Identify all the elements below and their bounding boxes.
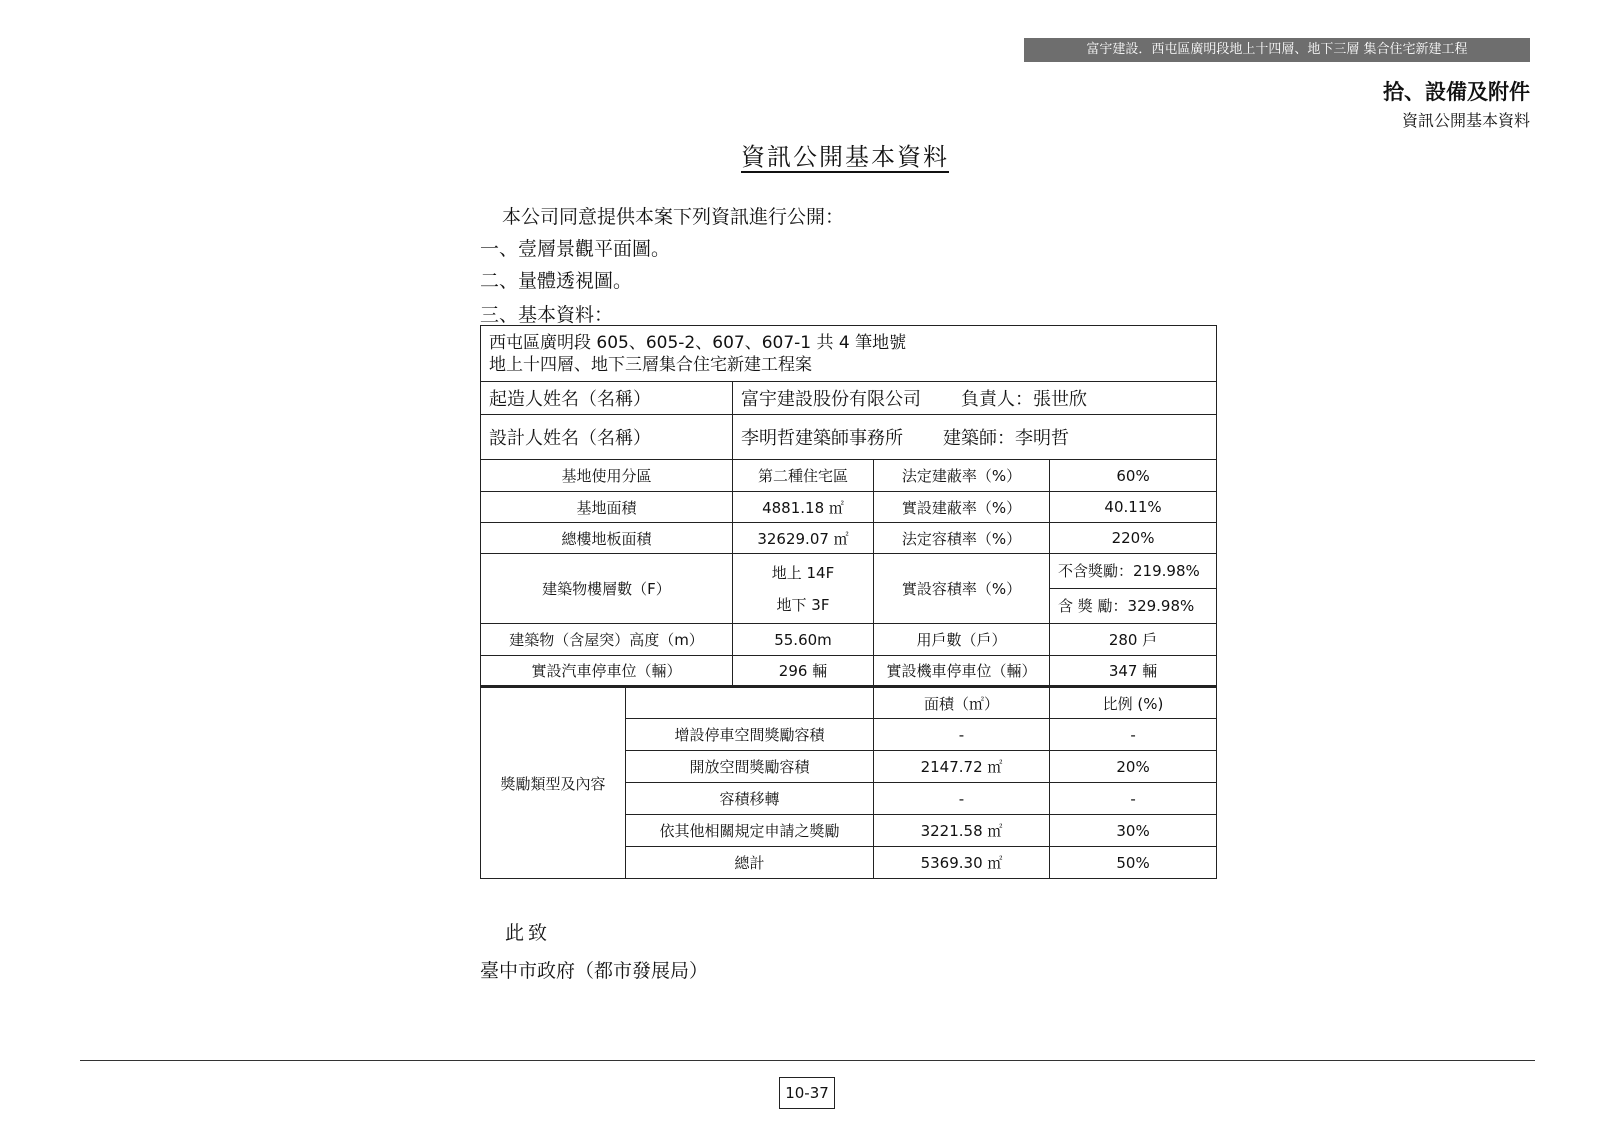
footer-divider	[80, 1060, 1535, 1061]
height-value: 55.60m	[733, 624, 874, 656]
designer-rep: 建築師：李明哲	[943, 428, 1069, 449]
designer-value: 李明哲建築師事務所	[741, 428, 903, 449]
bonus-row-name: 依其他相關規定申請之獎勵	[626, 815, 874, 847]
zoning-value: 第二種住宅區	[733, 460, 874, 492]
bonus-total-area: 5369.30 ㎡	[874, 847, 1050, 879]
bonus-row-area: -	[874, 719, 1050, 751]
bonus-row-ratio: 20%	[1050, 751, 1217, 783]
list-item: 二、量體透視圖。	[480, 270, 633, 292]
bonus-total-name: 總計	[626, 847, 874, 879]
page-number: 10-37	[779, 1077, 835, 1109]
units-value: 280 戶	[1050, 624, 1217, 656]
designer-label: 設計人姓名（名稱）	[481, 415, 733, 460]
legal-far-label: 法定容積率（%）	[874, 523, 1050, 554]
bonus-row-name: 開放空間獎勵容積	[626, 751, 874, 783]
project-description-cell	[481, 326, 1217, 382]
legal-coverage-value: 60%	[1050, 460, 1217, 492]
section-subtitle: 資訊公開基本資料	[1401, 111, 1530, 130]
bonus-row-ratio: 30%	[1050, 815, 1217, 847]
closing-recipient: 臺中市政府（都市發展局）	[480, 960, 709, 982]
bonus-row-ratio: -	[1050, 719, 1217, 751]
bonus-ratio-header: 比例 (%)	[1050, 687, 1217, 719]
floors-value-cell	[733, 554, 874, 624]
car-parking-value: 296 輛	[733, 656, 874, 687]
designer-cell	[733, 415, 1217, 460]
far-excluding-bonus: 不含獎勵：219.98%	[1050, 554, 1216, 589]
height-label: 建築物（含屋突）高度（m）	[481, 624, 733, 656]
bonus-total-ratio: 50%	[1050, 847, 1217, 879]
project-line-2: 地上十四層、地下三層集合住宅新建工程案	[489, 354, 812, 375]
bonus-header-blank	[626, 687, 874, 719]
project-banner: 富宇建設．西屯區廣明段地上十四層、地下三層 集合住宅新建工程	[1024, 38, 1530, 62]
bonus-row-ratio: -	[1050, 783, 1217, 815]
moto-parking-label: 實設機車停車位（輛）	[874, 656, 1050, 687]
actual-coverage-value: 40.11%	[1050, 492, 1217, 523]
car-parking-label: 實設汽車停車位（輛）	[481, 656, 733, 687]
owner-value: 富宇建設股份有限公司	[741, 389, 921, 410]
bonus-row-name: 增設停車空間獎勵容積	[626, 719, 874, 751]
bonus-row-area: 3221.58 ㎡	[874, 815, 1050, 847]
site-area-label: 基地面積	[481, 492, 733, 523]
units-label: 用戶數（戶）	[874, 624, 1050, 656]
actual-coverage-label: 實設建蔽率（%）	[874, 492, 1050, 523]
bonus-area-header: 面積（㎡）	[874, 687, 1050, 719]
actual-far-label: 實設容積率（%）	[874, 554, 1050, 624]
owner-cell	[733, 382, 1217, 415]
floors-above: 地上 14F	[771, 563, 835, 582]
site-area-value: 4881.18 ㎡	[733, 492, 874, 523]
bonus-row-name: 容積移轉	[626, 783, 874, 815]
project-line-1: 西屯區廣明段 605、605-2、607、607-1 共 4 筆地號	[489, 332, 907, 353]
legal-coverage-label: 法定建蔽率（%）	[874, 460, 1050, 492]
document-title: 資訊公開基本資料	[741, 143, 949, 171]
moto-parking-value: 347 輛	[1050, 656, 1217, 687]
basic-info-table	[480, 325, 1217, 879]
intro-text: 本公司同意提供本案下列資訊進行公開：	[502, 206, 845, 228]
list-item: 三、基本資料：	[480, 304, 614, 326]
zoning-label: 基地使用分區	[481, 460, 733, 492]
closing-salutation: 此致	[505, 922, 552, 944]
section-title: 拾、設備及附件	[1383, 80, 1530, 104]
bonus-row-area: 2147.72 ㎡	[874, 751, 1050, 783]
far-including-bonus: 含 獎 勵：329.98%	[1058, 597, 1195, 615]
actual-far-value-cell	[1050, 554, 1217, 624]
bonus-row-area: -	[874, 783, 1050, 815]
bonus-label: 獎勵類型及內容	[481, 687, 626, 879]
legal-far-value: 220%	[1050, 523, 1217, 554]
floor-area-value: 32629.07 ㎡	[733, 523, 874, 554]
owner-rep: 負責人：張世欣	[961, 389, 1087, 410]
floor-area-label: 總樓地板面積	[481, 523, 733, 554]
floors-label: 建築物樓層數（F）	[481, 554, 733, 624]
owner-label: 起造人姓名（名稱）	[481, 382, 733, 415]
floors-below: 地下 3F	[776, 595, 830, 614]
list-item: 一、壹層景觀平面圖。	[480, 238, 671, 260]
